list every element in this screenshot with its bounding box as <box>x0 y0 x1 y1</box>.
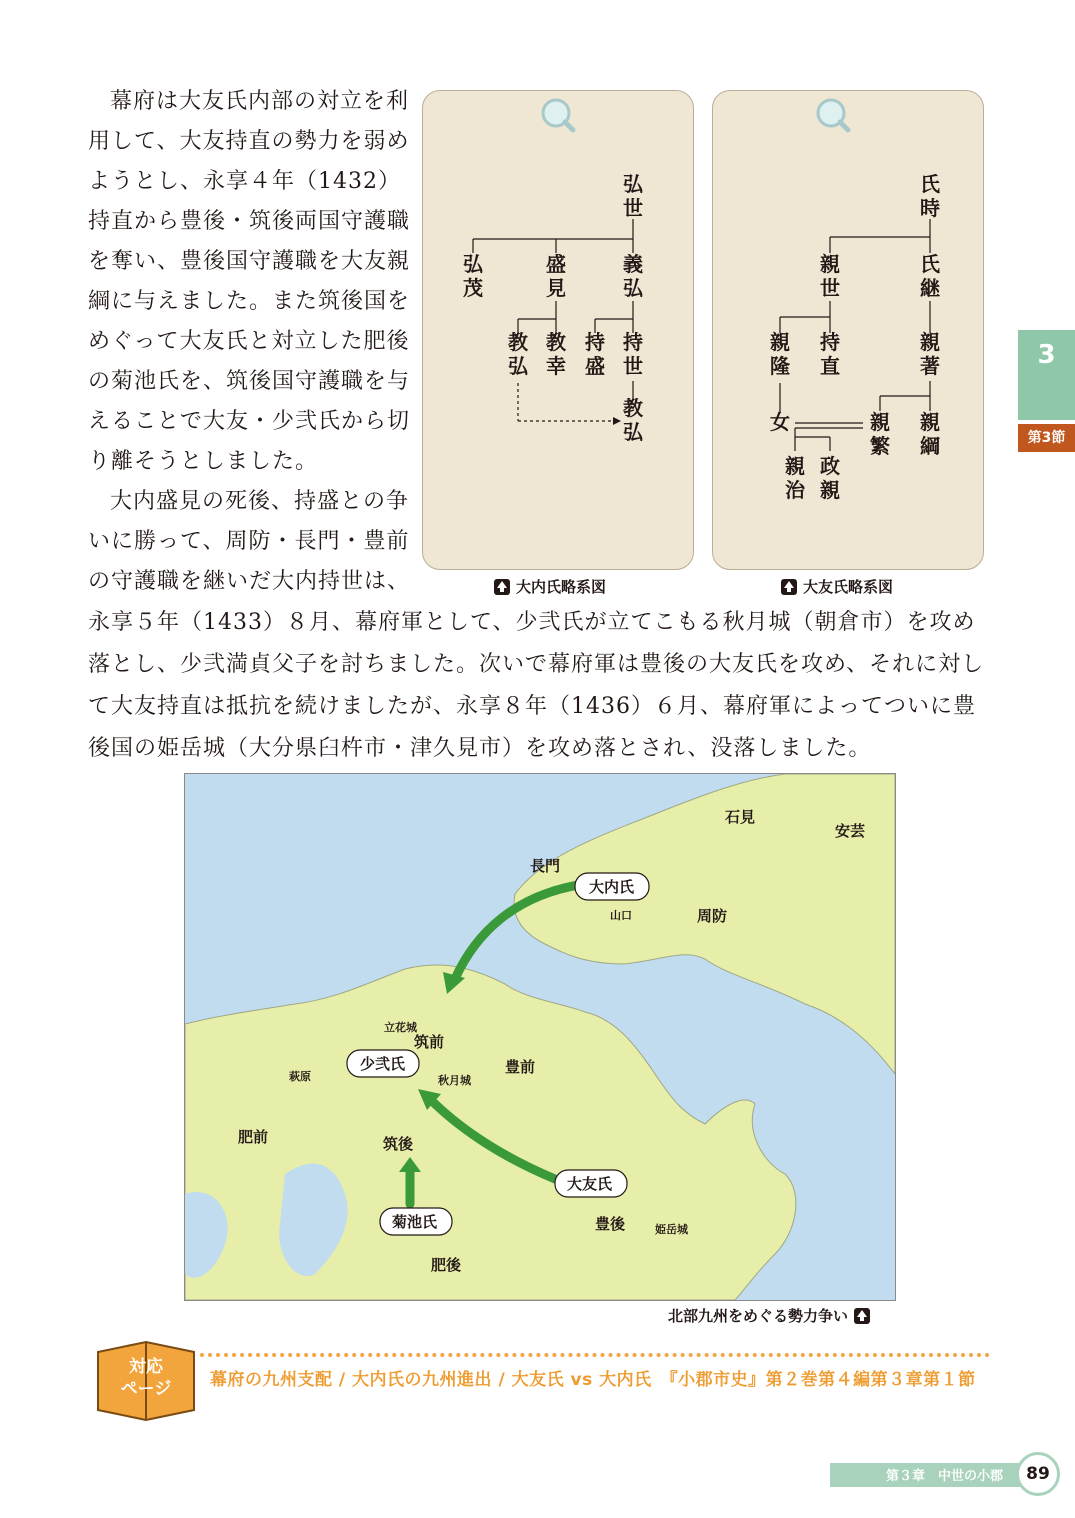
region-iwami: 石見 <box>725 808 756 826</box>
ouchi-person-name: 義 <box>623 252 643 276</box>
left-column-text <box>88 82 413 602</box>
otomo-person-name: 親 <box>785 454 805 478</box>
reference-text: 幕府の九州支配 / 大内氏の九州進出 / 大友氏 vs 大内氏 『小郡市史』第２巻第４編第３章第１節 <box>210 1370 976 1390</box>
otomo-person-name: 繁 <box>870 434 890 458</box>
ouchi-person-name: 教 <box>508 330 528 354</box>
place-yamaguchi: 山口 <box>610 909 632 922</box>
full-width-text <box>88 602 988 770</box>
ouchi-person-name: 弘 <box>508 354 528 378</box>
otomo-person-name: 親 <box>870 410 890 434</box>
otomo-person-name: 継 <box>920 276 940 300</box>
otomo-person-name: 氏 <box>920 172 940 196</box>
otomo-caption-text: 大友氏略系図 <box>803 578 894 596</box>
chapter-number: 3 <box>1037 340 1056 370</box>
paragraph-1: 幕府は大友氏内部の対立を利用して、大友持直の勢力を弱めようとし、永享４年（1432）持直から豊後・筑後両国守護職を奪い、豊後国守護職を大友親綱に与えました。また筑後国をめぐって大友氏と対立した肥後の菊池氏を、筑後国守護職を与えることで大友・少弐氏から切り離そうとしました。 <box>88 89 411 474</box>
ouchi-person-name: 幸 <box>546 354 566 378</box>
paragraph-2-start: 大内盛見の死後、持盛との争いに勝って、周防・長門・豊前の守護職を継いだ大内持世は、 <box>88 489 411 594</box>
page-number: 89 <box>1016 1452 1060 1496</box>
up-arrow-icon <box>494 579 510 595</box>
clan-otomo: 大友氏 <box>567 1175 613 1193</box>
region-nagato: 長門 <box>530 857 561 875</box>
place-himedake-castle: 姫岳城 <box>655 1223 688 1236</box>
footer-chapter: 第３章 中世の小郡 <box>886 1469 1004 1484</box>
reference-badge-line2: ページ <box>120 1379 172 1399</box>
ouchi-person-name: 教 <box>623 396 643 420</box>
otomo-person-name: 親 <box>920 410 940 434</box>
otomo-person-name: 親 <box>920 330 940 354</box>
ouchi-person-name: 弘 <box>623 172 643 196</box>
ouchi-person-name: 弘 <box>623 420 643 444</box>
ouchi-person-name: 教 <box>546 330 566 354</box>
reference-book-icon <box>90 1334 200 1422</box>
otomo-person-name: 政 <box>820 454 840 478</box>
ouchi-person-name: 持 <box>623 330 643 354</box>
map-caption-text: 北部九州をめぐる勢力争い <box>668 1307 849 1325</box>
otomo-person-name: 持 <box>820 330 840 354</box>
map-caption <box>668 1305 870 1326</box>
ouchi-caption-text: 大内氏略系図 <box>516 578 607 596</box>
otomo-person-name: 女 <box>770 410 790 434</box>
otomo-genealogy-card <box>712 90 984 570</box>
otomo-person-name: 親 <box>820 478 840 502</box>
northern-kyushu-map <box>184 773 896 1301</box>
reference-divider <box>200 1353 990 1357</box>
place-akizuki-castle: 秋月城 <box>438 1074 471 1087</box>
region-chikuzen: 筑前 <box>414 1033 445 1051</box>
region-chikugo: 筑後 <box>383 1135 414 1153</box>
up-arrow-icon <box>854 1308 870 1324</box>
map-svg <box>185 774 895 1300</box>
ouchi-person-name: 弘 <box>623 276 643 300</box>
ouchi-person-name: 見 <box>546 276 566 300</box>
clan-ouchi: 大内氏 <box>589 878 635 896</box>
otomo-person-name: 著 <box>920 354 940 378</box>
otomo-person-name: 世 <box>820 276 840 300</box>
region-higo: 肥後 <box>431 1256 462 1274</box>
otomo-person-name: 綱 <box>920 434 940 458</box>
otomo-person-name: 時 <box>920 196 940 220</box>
ouchi-person-name: 世 <box>623 354 643 378</box>
place-hagiwara: 萩原 <box>289 1070 311 1083</box>
otomo-tree-diagram <box>713 91 985 571</box>
clan-shoni: 少弐氏 <box>360 1055 406 1073</box>
otomo-person-name: 隆 <box>770 354 790 378</box>
ouchi-person-name: 盛 <box>585 354 605 378</box>
ouchi-person-name: 盛 <box>546 252 566 276</box>
clan-kikuchi: 菊池氏 <box>392 1213 438 1231</box>
otomo-person-name: 直 <box>820 354 840 378</box>
otomo-person-name: 氏 <box>920 252 940 276</box>
otomo-caption <box>781 576 893 597</box>
region-bungo: 豊後 <box>595 1215 626 1233</box>
region-buzen: 豊前 <box>505 1058 536 1076</box>
region-hizen: 肥前 <box>238 1128 269 1146</box>
otomo-person-name: 治 <box>785 478 805 502</box>
otomo-person-name: 親 <box>770 330 790 354</box>
reference-badge-line1: 対応 <box>129 1357 163 1377</box>
region-suo: 周防 <box>697 907 728 925</box>
up-arrow-icon <box>781 579 797 595</box>
ouchi-tree-diagram <box>423 91 695 571</box>
kyushu-land <box>185 965 796 1300</box>
otomo-person-name: 親 <box>820 252 840 276</box>
ouchi-person-name: 茂 <box>463 276 483 300</box>
magnifier-icon <box>543 100 573 130</box>
magnifier-icon <box>818 100 848 130</box>
ouchi-caption <box>494 576 606 597</box>
ouchi-genealogy-card <box>422 90 694 570</box>
paragraph-2-continued: 永享５年（1433）８月、幕府軍として、少弐氏が立てこもる秋月城（朝倉市）を攻め落とし、少弐満貞父子を討ちました。次いで幕府軍は豊後の大友氏を攻め、それに対して大友持直は抵抗を続けましたが、永享８年（1436）６月、幕府軍によってついに豊後国の姫岳城（大分県臼杵市・津久見市）を攻め落とされ、没落しました。 <box>88 610 985 761</box>
place-tachibana-castle: 立花城 <box>384 1021 417 1034</box>
section-tab: 第3節 <box>1018 424 1075 452</box>
region-aki: 安芸 <box>835 822 866 840</box>
ouchi-person-name: 持 <box>585 330 605 354</box>
ouchi-person-name: 世 <box>623 196 643 220</box>
ouchi-person-name: 弘 <box>463 252 483 276</box>
